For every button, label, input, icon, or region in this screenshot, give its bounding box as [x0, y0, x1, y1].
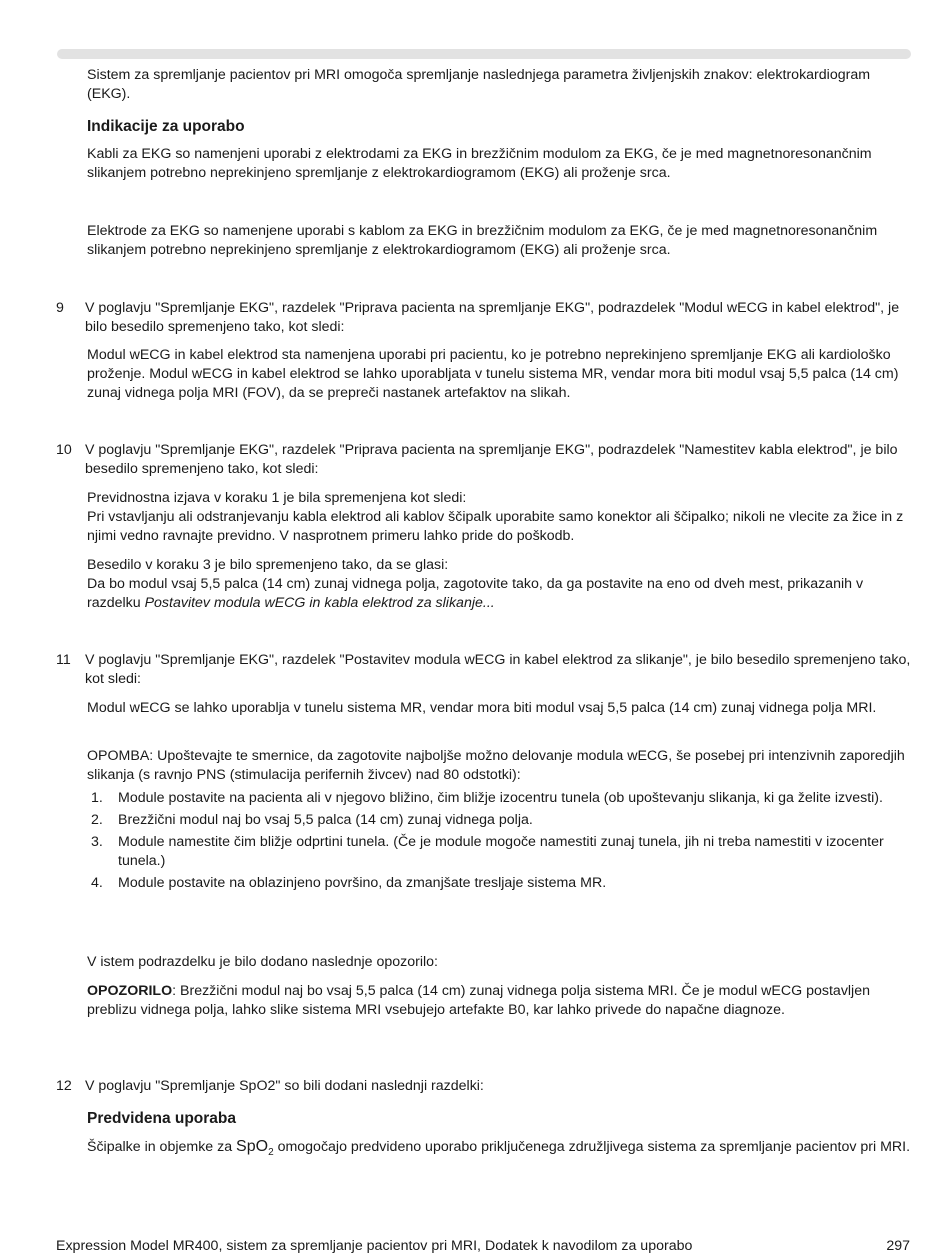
item-9-text: V poglavju "Spremljanje EKG", razdelek "Priprava pacienta na spremljanje EKG", podrazdelek "Modul wECG in kabel elektrod", je bilo besedilo spremenjeno tako, kot sledi:	[85, 300, 900, 335]
intro-paragraph: Sistem za spremljanje pacientov pri MRI omogoča spremljanje naslednjega parametra življenjskih znakov: elektrokardiogram (EKG).	[87, 67, 871, 102]
item-10-step3-sentence: Da bo modul vsaj 5,5 palca (14 cm) zunaj vidnega polja, zagotovite tako, da ga postavite na eno od dveh mest, prikazanih v razdelku	[87, 576, 864, 611]
item-10-step3-text	[87, 575, 912, 613]
list-item: 1. Module postavite na pacienta ali v njegovo bližino, čim bližje izocentru tunela (ob upoštevanju slikanja, ki ga želite izvesti).	[91, 790, 883, 806]
item-10-caution-intro: Previdnostna izjava v koraku 1 je bila spremenjena kot sledi:	[87, 490, 467, 506]
indications-heading: Indikacije za uporabo	[87, 118, 245, 135]
item-11-note: OPOMBA: Upoštevajte te smernice, da zagotovite najboljše možno delovanje modula wECG, še posebej pri intenzivnih zaporedjih slikanja (s ravnjo PNS (stimulacija perifernih živcev) nad 80 odstotki):	[87, 748, 905, 783]
item-12-text: V poglavju "Spremljanje SpO2" so bili dodani naslednji razdelki:	[85, 1078, 484, 1094]
list-item: 3. Module namestite čim bližje odprtini tunela. (Če je module mogoče namestiti zunaj tunela, jih ni treba namestiti v izocenter tunela.)	[91, 834, 884, 869]
item-number-10: 10	[56, 442, 72, 458]
item-11-added-note: V istem podrazdelku je bilo dodano naslednje opozorilo:	[87, 954, 438, 970]
item-10-step3-block	[87, 556, 912, 613]
list-item: 2. Brezžični modul naj bo vsaj 5,5 palca (14 cm) zunaj vidnega polja.	[91, 812, 533, 828]
item-10-section-reference: Postavitev modula wECG in kabla elektrod za slikanje...	[144, 595, 495, 611]
item-number-12: 12	[56, 1078, 72, 1094]
item-10-caution-text: Pri vstavljanju ali odstranjevanju kabla elektrod ali kablov ščipalk uporabite samo konektor ali ščipalko; nikoli ne vlecite za žice in z njimi vedno ravnajte previdno. V nasprotnem primeru lahko pride do poškodb.	[87, 509, 904, 544]
item-11-text: V poglavju "Spremljanje EKG", razdelek "Postavitev modula wECG in kabel elektrod za slikanje", je bilo besedilo spremenjeno tako, kot sledi:	[85, 652, 911, 687]
item-10-caution-block	[87, 489, 912, 546]
item-9-body: Modul wECG in kabel elektrod sta namenjena uporabi pri pacientu, ko je potrebno neprekinjeno spremljanje EKG ali kardiološko proženje. Modul wECG in kabel elektrod se lahko uporabljata v tunelu sistema MR, vendar mora biti modul vsaj 5,5 palca (14 cm) zunaj vidnega polja MRI (FOV), da se prepreči nastanek artefaktov na slikah.	[87, 347, 899, 401]
item-number-9: 9	[56, 300, 64, 316]
page-footer	[56, 1237, 910, 1256]
item-11-body: Modul wECG se lahko uporablja v tunelu sistema MR, vendar mora biti modul vsaj 5,5 palca (14 cm) zunaj vidnega polja MRI.	[87, 700, 877, 716]
page-number: 297	[886, 1238, 910, 1254]
warning-text: : Brezžični modul naj bo vsaj 5,5 palca (14 cm) zunaj vidnega polja sistema MRI. Če je modul wECG postavljen preblizu vidnega polja, lahko slike sistema MRI vsebujejo artefakte B0, kar lahko privede do napačne diagnoze.	[87, 983, 870, 1018]
item-number-11: 11	[56, 652, 71, 668]
list-item: 4. Module postavite na oblazinjeno površino, da zmanjšate tresljaje sistema MR.	[91, 875, 607, 891]
item-10-step3-intro: Besedilo v koraku 3 je bilo spremenjeno tako, da se glasi:	[87, 557, 449, 573]
warning-label: OPOZORILO	[87, 983, 173, 999]
top-divider-bar	[57, 49, 911, 59]
intended-use-heading: Predvidena uporaba	[87, 1110, 237, 1127]
spo2-term: SpO$_2$	[236, 1138, 274, 1159]
ecg-cables-paragraph: Kabli za EKG so namenjeni uporabi z elektrodami za EKG in brezžičnim modulom za EKG, če je med magnetnoresonančnim slikanjem potrebno neprekinjeno spremljanje z elektrokardiogramom (EKG) ali proženje srca.	[87, 146, 872, 181]
item-10-text: V poglavju "Spremljanje EKG", razdelek "Priprava pacienta na spremljanje EKG", podrazdelek "Namestitev kabla elektrod", je bilo besedilo spremenjeno tako, kot sledi:	[85, 442, 898, 477]
warning-paragraph	[87, 982, 912, 1020]
intended-use-paragraph: Ščipalke in objemke za SpO$_2$ omogočajo predvideno uporabo priključenega združljivega sistema za spremljanje pacientov pri MRI.	[87, 1138, 911, 1159]
ecg-electrodes-paragraph: Elektrode za EKG so namenjene uporabi s kablom za EKG in brezžičnim modulom za EKG, če je med magnetnoresonančnim slikanjem potrebno neprekinjeno spremljanje z elektrokardiogramom (EKG) ali proženje srca.	[87, 223, 878, 258]
item-11-guidelines-list	[87, 789, 912, 896]
footer-title: Expression Model MR400, sistem za spremljanje pacientov pri MRI, Dodatek k navodilom za uporabo	[56, 1238, 693, 1254]
